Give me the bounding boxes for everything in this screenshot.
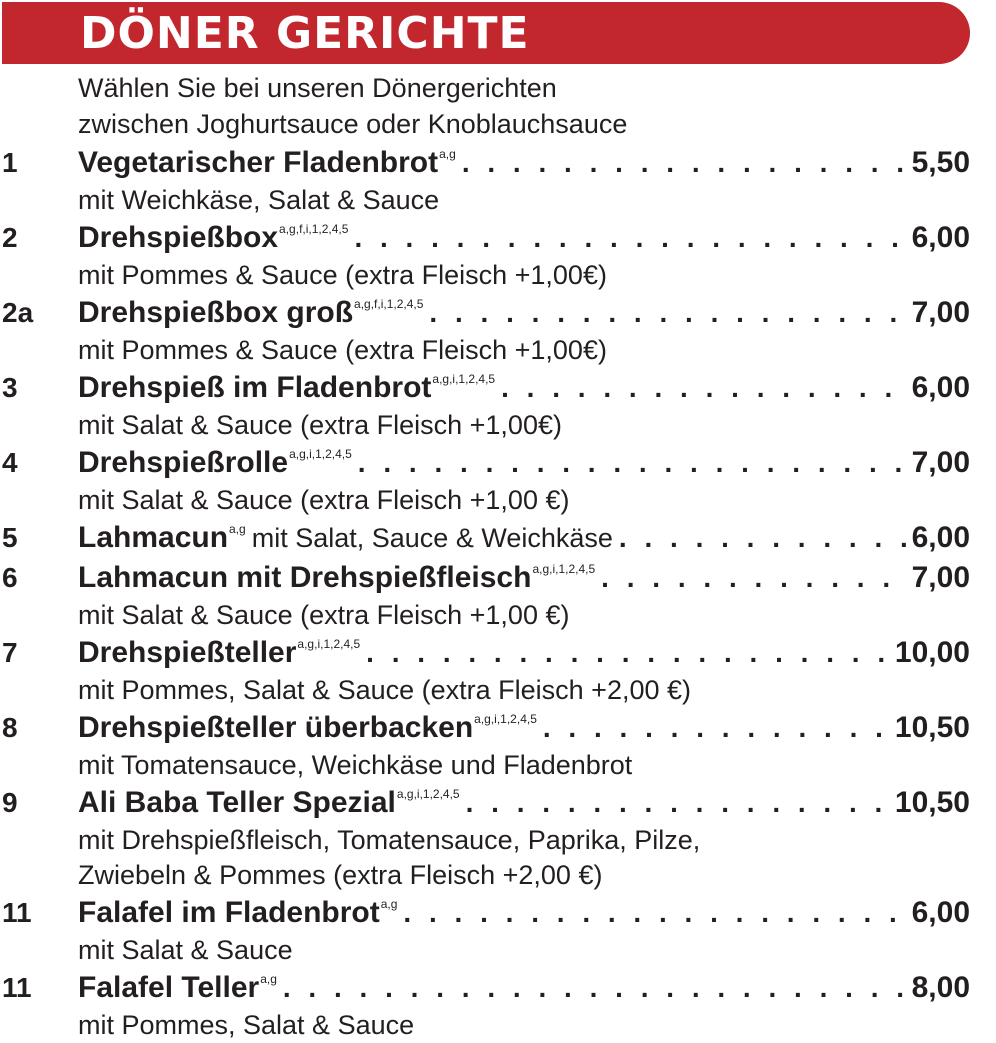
- page-title: DÖNER GERICHTE: [80, 8, 530, 59]
- item-row: [78, 293, 970, 333]
- item-number: 11: [2, 972, 32, 1003]
- dot-leader: [462, 143, 908, 183]
- item-name-text: Ali Baba Teller Spezial: [78, 786, 396, 819]
- dot-leader: [619, 518, 908, 558]
- item-name: [78, 708, 537, 748]
- allergen-codes: a,g,i,1,2,4,5: [297, 637, 361, 651]
- item-description: Zwiebeln & Pommes (extra Fleisch +2,00 €): [78, 860, 603, 890]
- allergen-codes: a,g,i,1,2,4,5: [474, 712, 537, 726]
- item-price: 7,00: [911, 561, 970, 594]
- allergen-codes: a,g: [229, 522, 246, 536]
- item-inline-description: mit Salat, Sauce & Weichkäse: [251, 523, 613, 553]
- item-row: [78, 633, 970, 673]
- item-name-text: Drehspießrolle: [78, 446, 289, 479]
- item-name: [78, 443, 352, 483]
- allergen-codes: a,g,i,1,2,4,5: [289, 447, 352, 461]
- menu-item: [0, 143, 970, 218]
- item-number: 8: [2, 712, 18, 743]
- intro-line: Wählen Sie bei unseren Dönergerichten: [78, 73, 557, 103]
- item-name-text: Lahmacun: [78, 521, 229, 554]
- item-description: mit Drehspießfleisch, Tomatensauce, Paprika, Pilze,: [78, 825, 701, 855]
- item-name: [78, 293, 423, 333]
- menu-item: [0, 708, 970, 783]
- item-number: 11: [2, 897, 32, 928]
- item-row: [78, 368, 970, 408]
- item-description: mit Pommes, Salat & Sauce: [78, 1010, 415, 1040]
- item-name: [78, 633, 360, 673]
- dot-leader: [283, 968, 908, 1008]
- item-description: mit Salat & Sauce (extra Fleisch +1,00 €): [78, 485, 570, 515]
- item-row: [78, 518, 970, 558]
- allergen-codes: a,g,f,i,1,2,4,5: [279, 222, 349, 236]
- allergen-codes: a,g,i,1,2,4,5: [432, 372, 496, 386]
- item-name: [78, 968, 277, 1008]
- item-number: 2a: [2, 297, 34, 328]
- intro-line: zwischen Joghurtsauce oder Knoblauchsauce: [78, 109, 628, 139]
- item-price: 6,00: [911, 521, 970, 554]
- item-row: [78, 893, 970, 933]
- menu-item: [0, 558, 970, 633]
- allergen-codes: a,g: [380, 897, 398, 911]
- item-number: 9: [2, 787, 18, 818]
- item-row: [78, 218, 970, 258]
- dot-leader: [429, 293, 907, 333]
- item-price: 6,00: [911, 221, 970, 254]
- item-name-text: Falafel Teller: [78, 971, 260, 1004]
- title-banner: [2, 2, 970, 64]
- menu-item: [0, 368, 970, 443]
- item-description: mit Pommes & Sauce (extra Fleisch +1,00€): [78, 260, 607, 290]
- item-price: 10,50: [894, 711, 970, 744]
- item-name-text: Lahmacun mit Drehspießfleisch: [78, 561, 532, 594]
- item-description: mit Pommes, Salat & Sauce (extra Fleisch +2,00 €): [78, 675, 691, 705]
- dot-leader: [366, 633, 891, 673]
- item-name-text: Drehspieß im Fladenbrot: [78, 371, 432, 404]
- item-description: mit Tomatensauce, Weichkäse und Fladenbrot: [78, 750, 633, 780]
- allergen-codes: a,g: [260, 972, 277, 986]
- dot-leader: [354, 218, 907, 258]
- item-price: 6,00: [911, 371, 970, 404]
- item-row: [78, 783, 970, 823]
- item-number: 3: [2, 372, 18, 403]
- allergen-codes: a,g,i,1,2,4,5: [396, 787, 460, 801]
- allergen-codes: a,g,f,i,1,2,4,5: [354, 297, 424, 311]
- item-number: 2: [2, 222, 18, 253]
- item-name: [78, 218, 348, 258]
- dot-leader: [601, 558, 907, 598]
- item-number: 4: [2, 447, 18, 478]
- item-row: [78, 143, 970, 183]
- item-row: [78, 558, 970, 598]
- item-number: 5: [2, 522, 18, 553]
- item-name: [78, 783, 460, 823]
- menu-item: [0, 783, 970, 893]
- menu-list: [0, 143, 970, 1043]
- item-description: mit Weichkäse, Salat & Sauce: [78, 185, 440, 215]
- item-price: 8,00: [911, 971, 970, 1004]
- item-price: 10,50: [894, 786, 970, 819]
- intro-text: [78, 70, 958, 142]
- menu-item: [0, 893, 970, 968]
- item-row: [78, 968, 970, 1008]
- dot-leader: [358, 443, 908, 483]
- allergen-codes: a,g,i,1,2,4,5: [532, 562, 596, 576]
- item-description: mit Salat & Sauce (extra Fleisch +1,00€): [78, 410, 562, 440]
- item-name-text: Vegetarischer Fladenbrot: [78, 146, 439, 179]
- item-name-text: Falafel im Fladenbrot: [78, 896, 380, 929]
- menu-item: [0, 218, 970, 293]
- item-name: [78, 143, 456, 183]
- item-name: [78, 368, 495, 408]
- item-row: [78, 708, 970, 748]
- item-name-text: Drehspießbox: [78, 221, 279, 254]
- menu-item: [0, 443, 970, 518]
- dot-leader: [501, 368, 908, 408]
- item-number: 6: [2, 562, 18, 593]
- item-number: 7: [2, 637, 18, 668]
- menu-item: [0, 633, 970, 708]
- dot-leader: [403, 893, 907, 933]
- menu-item: [0, 518, 970, 558]
- item-description: mit Salat & Sauce: [78, 935, 293, 965]
- item-name-text: Drehspießteller: [78, 636, 297, 669]
- item-description: mit Pommes & Sauce (extra Fleisch +1,00€): [78, 335, 607, 365]
- allergen-codes: a,g: [439, 147, 456, 161]
- item-price: 7,00: [911, 446, 970, 479]
- item-name: [78, 893, 397, 933]
- item-price: 10,00: [894, 636, 970, 669]
- item-description: mit Salat & Sauce (extra Fleisch +1,00 €): [78, 600, 570, 630]
- item-price: 7,00: [911, 296, 970, 329]
- item-name: [78, 518, 246, 558]
- item-row: [78, 443, 970, 483]
- item-name-text: Drehspießbox groß: [78, 296, 354, 329]
- dot-leader: [543, 708, 891, 748]
- item-name: [78, 558, 595, 598]
- item-number: 1: [2, 147, 18, 178]
- menu-item: [0, 968, 970, 1043]
- menu-item: [0, 293, 970, 368]
- dot-leader: [466, 783, 891, 823]
- item-price: 5,50: [911, 146, 970, 179]
- item-name-text: Drehspießteller überbacken: [78, 711, 474, 744]
- item-price: 6,00: [911, 896, 970, 929]
